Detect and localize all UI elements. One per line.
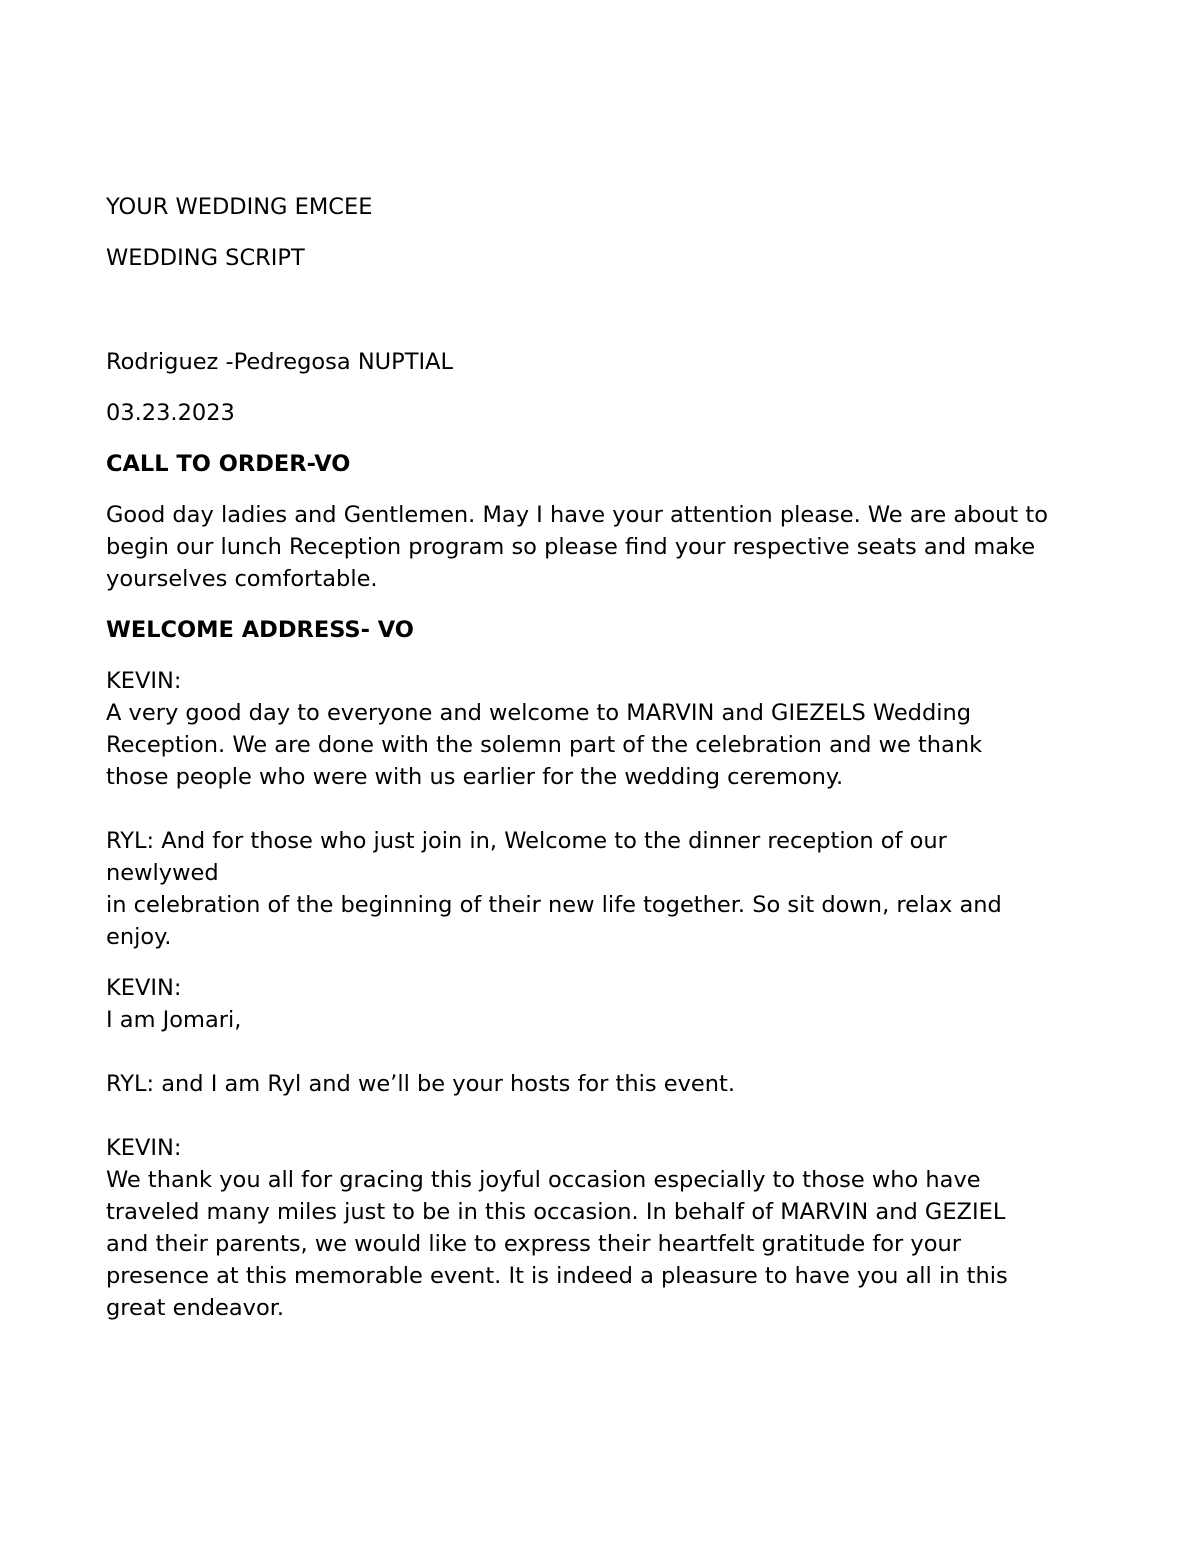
document-body — [106, 191, 1106, 1324]
header-line-1: YOUR WEDDING EMCEE — [106, 194, 373, 220]
couple-title: Rodriguez -Pedregosa NUPTIAL — [106, 349, 454, 375]
call-to-order-paragraph: Good day ladies and Gentlemen. May I have your attention please. We are about to begin our lunch Reception program so please find your respective seats and make yourselves comfortable. — [106, 502, 1048, 592]
header-line-2: WEDDING SCRIPT — [106, 245, 305, 271]
kevin-label-3: KEVIN: — [106, 1135, 182, 1161]
kevin-paragraph-1: KEVIN: A very good day to everyone and welcome to MARVIN and GIEZELS Wedding Reception. We are done with the solemn part of the celebration and we thank those people who were with us earlier for the wedding ceremony. — [106, 668, 983, 790]
event-date: 03.23.2023 — [106, 400, 235, 426]
ryl-paragraph-1: RYL: And for those who just join in, Welcome to the dinner reception of our newlywed in celebration of the beginning of their new life together. So sit down, relax and enjoy. — [106, 828, 1002, 950]
kevin-paragraph-3: We thank you all for gracing this joyful occasion especially to those who have traveled many miles just to be in this occasion. In behalf of MARVIN and GEZIEL and their parents, we would like to express their heartfelt gratitude for your presence at this memorable event. It is indeed a pleasure to have you all in this great endeavor. — [106, 1167, 1008, 1321]
section-heading-welcome-address: WELCOME ADDRESS- VO — [106, 617, 414, 643]
section-heading-call-to-order: CALL TO ORDER-VO — [106, 451, 351, 477]
ryl-paragraph-2: RYL: and I am Ryl and we’ll be your hosts for this event. — [106, 1071, 735, 1097]
kevin-paragraph-2: KEVIN: I am Jomari, — [106, 975, 242, 1033]
